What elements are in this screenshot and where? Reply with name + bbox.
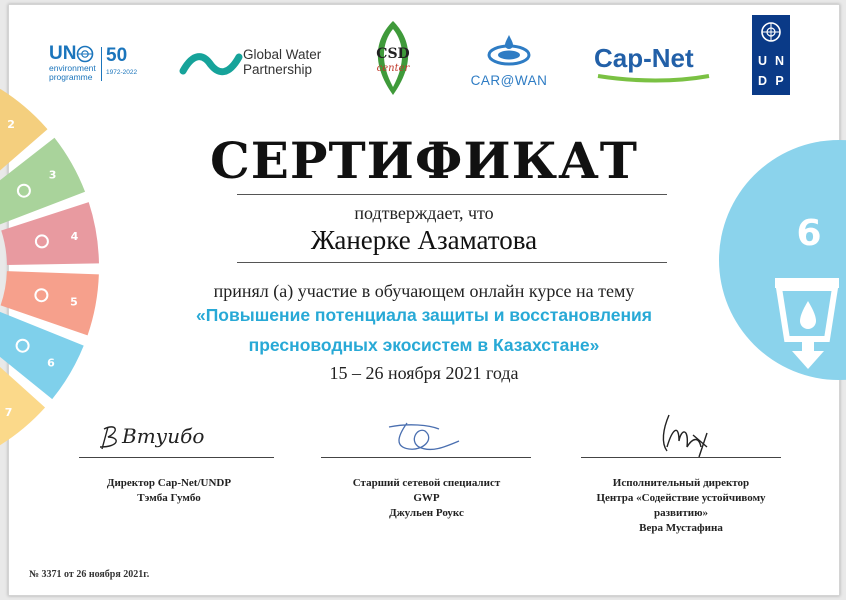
un-emblem-icon <box>759 20 783 44</box>
unep-logo: UN environment programme 50 1972-2022 <box>49 43 138 82</box>
sdg-goal-number: 7 <box>4 406 13 420</box>
signatory-3: Исполнительный директор Центра «Содействие устойчивому развитию» Вера Мустафина <box>596 477 766 534</box>
water-drop-ripple-icon <box>487 33 531 67</box>
sdg-goal-number: 4 <box>70 230 79 243</box>
signature-1-image <box>94 417 224 457</box>
title-divider <box>237 194 667 195</box>
sdg-goal-number: 3 <box>48 168 57 182</box>
participation-text: принял (а) участие в обучающем онлайн курсе на тему <box>213 281 635 301</box>
signature-2-image <box>379 417 469 457</box>
signature-3-image <box>649 407 729 462</box>
carawan-logo: CAR@WAN <box>459 33 559 93</box>
svg-text:Втуибо: Втуибо <box>122 424 205 448</box>
un-globe-icon <box>76 45 94 63</box>
sdg-goal-number: 2 <box>7 118 15 131</box>
sdg-goal-number: 5 <box>70 295 78 309</box>
name-divider <box>237 262 667 263</box>
recipient-name: Жанерке Азаматова <box>310 225 538 255</box>
csd-center-logo: CSD center <box>363 19 423 99</box>
course-topic-line-1: «Повышение потенциала защиты и восстановления <box>195 305 653 325</box>
gwp-wave-icon <box>181 49 241 79</box>
signature-2-line <box>321 457 531 458</box>
signature-3-line <box>581 457 781 458</box>
course-topic-line-2: пресноводных экосистем в Казахстане» <box>248 335 600 355</box>
signature-1-line <box>79 457 274 458</box>
capnet-logo: Cap-Net <box>594 43 714 87</box>
signatory-2: Старший сетевой специалист GWP Джульен Роукс <box>352 477 501 519</box>
course-dates: 15 – 26 ноября 2021 года <box>329 363 519 383</box>
sdg-goal-number: 6 <box>47 356 55 370</box>
gwp-logo: Global Water Partnership <box>181 43 331 87</box>
certificate-number: № 3371 от 26 ноября 2021г. <box>29 569 150 580</box>
certificate-title: СЕРТИФИКАТ <box>209 131 639 190</box>
signatory-1: Директор Cap-Net/UNDP Тэмба Гумбо <box>106 477 232 504</box>
certificate-page <box>4 4 840 596</box>
capnet-underline <box>596 73 711 83</box>
confirms-text: подтверждает, что <box>354 203 494 223</box>
sdg6-number: 6 <box>796 213 822 254</box>
undp-logo: U N D P <box>752 15 790 95</box>
